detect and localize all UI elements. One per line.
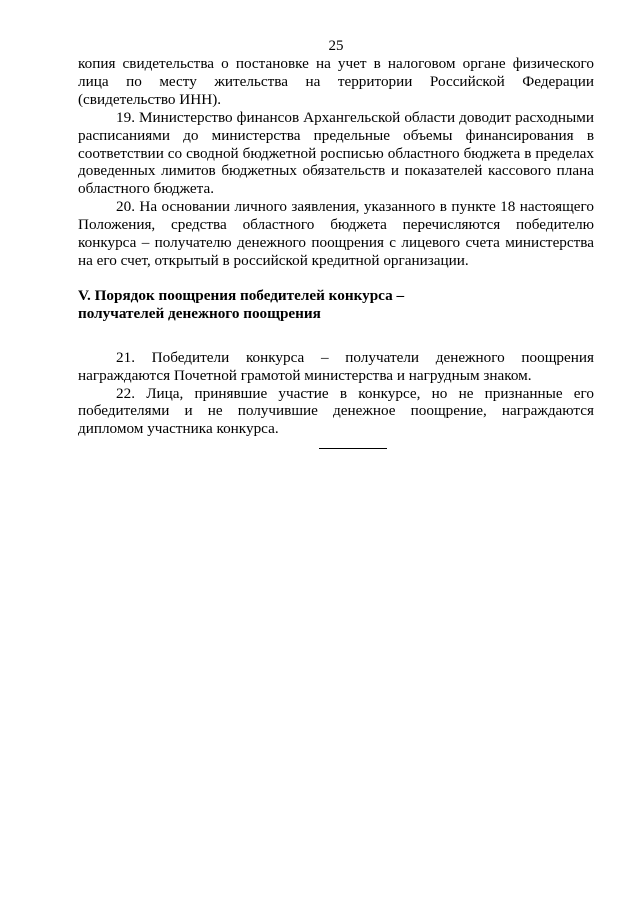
paragraph-22: 22. Лица, принявшие участие в конкурсе, но не признанные его победителями и не получившие денежное поощрение, награждаются дипломом участника конкурса. <box>78 384 594 438</box>
section-heading-line-2: получателей денежного поощрения <box>78 304 321 322</box>
paragraph-21: 21. Победители конкурса – получатели денежного поощрения награждаются Почетной грамотой министерства и нагрудным знаком. <box>78 348 594 384</box>
document-body <box>78 55 594 438</box>
spacer <box>78 270 594 287</box>
spacer <box>78 323 594 349</box>
closing-separator-line <box>319 448 387 449</box>
section-heading-line-1: V. Порядок поощрения победителей конкурса – <box>78 286 405 304</box>
paragraph-20: 20. На основании личного заявления, указанного в пункте 18 настоящего Положения, средства областного бюджета перечисляются победителю конкурса – получателю денежного поощрения с лицевого счета министерства на его счет, открытый в российской кредитной организации. <box>78 198 594 269</box>
paragraph-inn-certificate: копия свидетельства о постановке на учет в налоговом органе физического лица по месту жительства на территории Российской Федерации (свидетельство ИНН). <box>78 55 594 108</box>
paragraph-19: 19. Министерство финансов Архангельской области доводит расходными расписаниями до министерства предельные объемы финансирования в соответствии со сводной бюджетной росписью областного бюджета в пределах доведенных лимитов бюджетных обязательств и показателей кассового плана областного бюджета. <box>78 108 594 198</box>
page-number: 25 <box>328 38 344 54</box>
